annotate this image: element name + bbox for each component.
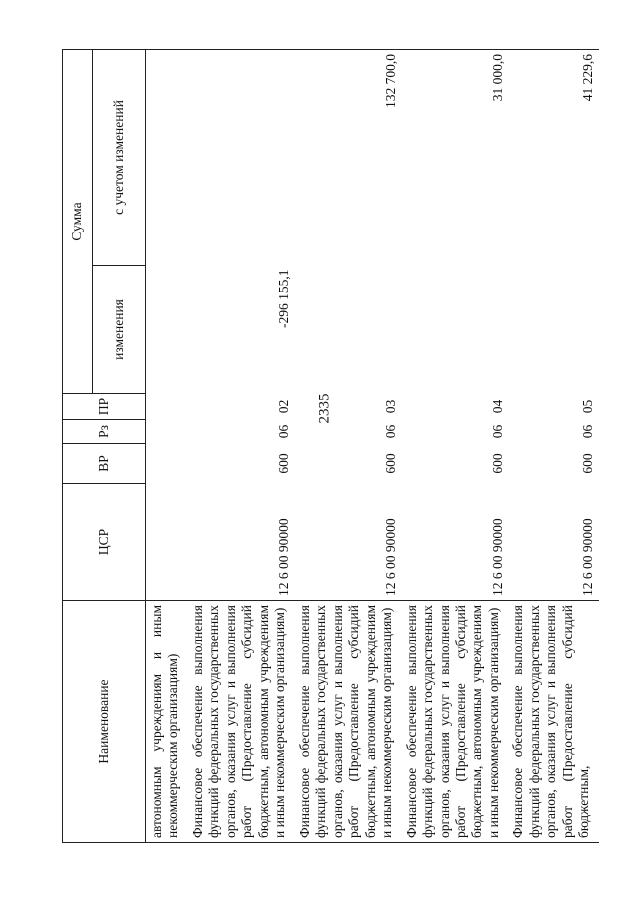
row-name: Финансовое обеспечение выполнения функций федеральных государственных органов, оказания услуг и выполнения работ (Предоставление субсидий бюджетным, — [508, 601, 598, 843]
header-csr: ЦСР — [63, 484, 146, 601]
row-name: Финансовое обеспечение выполнения функций федеральных государственных органов, оказания услуг и выполнения работ (Предоставление субсидий бюджетным, автономным учреждениям и иным некоммерческим организациям) — [295, 601, 402, 843]
header-with-changes: с учетом изменений — [93, 49, 146, 265]
header-vr: ВР — [63, 444, 146, 484]
row-vr: 600 — [580, 453, 596, 474]
row-rz: 06 — [489, 424, 505, 439]
row-pr: 02 — [276, 399, 292, 414]
row-pr: 03 — [383, 399, 399, 414]
row-csr: 12 6 00 90000 — [276, 518, 292, 596]
row-vr: 600 — [276, 453, 292, 474]
row-pr: 05 — [580, 399, 596, 414]
row-rz: 06 — [383, 424, 399, 439]
row-total: 31 000,0 — [402, 49, 509, 265]
row-change — [508, 266, 598, 394]
table-row — [188, 49, 295, 842]
row-vr — [146, 444, 188, 484]
row-rz: 06 — [580, 424, 596, 439]
row-change — [402, 266, 509, 394]
row-vr: 600 — [489, 453, 505, 474]
header-sum: Сумма — [63, 49, 93, 393]
table-row — [508, 49, 598, 842]
table-row — [402, 49, 509, 842]
header-rz: Рз — [63, 420, 146, 444]
row-total — [146, 49, 188, 265]
table-row — [146, 49, 188, 842]
row-vr: 600 — [383, 453, 399, 474]
row-pr — [146, 394, 188, 420]
header-changes: изменения — [93, 266, 146, 394]
row-csr: 12 6 00 90000 — [383, 518, 399, 596]
row-csr: 12 6 00 90000 — [489, 518, 505, 596]
row-pr: 04 — [489, 399, 505, 414]
header-name: Наименование — [63, 601, 146, 843]
row-csr — [146, 484, 188, 601]
row-rz — [146, 420, 188, 444]
table-header — [63, 49, 146, 842]
rotated-table-wrapper — [62, 50, 596, 843]
row-total: 132 700,0 — [295, 49, 402, 265]
row-name: Финансовое обеспечение выполнения функций федеральных государственных органов, оказания услуг и выполнения работ (Предоставление субсидий бюджетным, автономным учреждениям и иным некоммерческим организациям) — [402, 601, 509, 843]
row-name: Финансовое обеспечение выполнения функций федеральных государственных органов, оказания услуг и выполнения работ (Предоставление субсидий бюджетным, автономным учреждениям и иным некоммерческим организациям) — [188, 601, 295, 843]
row-rz: 06 — [276, 424, 292, 439]
row-change: -296 155,1 — [276, 269, 292, 328]
row-change — [146, 266, 188, 394]
row-total — [188, 49, 295, 265]
row-change — [295, 266, 402, 394]
budget-table — [62, 49, 599, 843]
page-number: 2335 — [316, 393, 333, 424]
header-pr: ПР — [63, 394, 146, 420]
row-csr: 12 6 00 90000 — [580, 518, 596, 596]
row-name: автономным учреждениям и иным некоммерческим организациям) — [146, 601, 188, 843]
row-total: 41 229,6 — [508, 49, 598, 265]
table-row — [295, 49, 402, 842]
